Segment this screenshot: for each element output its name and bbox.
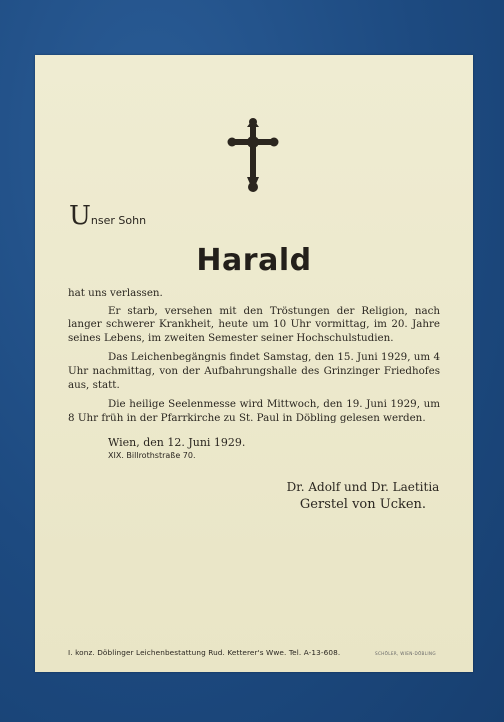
cross-icon [227, 117, 279, 193]
opening-text: nser Sohn [90, 214, 147, 227]
opening-line [69, 203, 146, 229]
place-date: Wien, den 12. Juni 1929. [108, 436, 246, 449]
opening-initial: U [69, 201, 91, 231]
signature-line-2: Gerstel von Ucken. [299, 497, 427, 512]
signature [283, 479, 443, 513]
signature-line-1: Dr. Adolf und Dr. Laetitia [286, 480, 440, 494]
notice-body [68, 287, 440, 431]
undertaker-footer: I. konz. Döblinger Leichenbestattung Rud. Ketterer's Wwe. Tel. A-13-608. [68, 648, 341, 657]
death-notice [35, 55, 473, 672]
paragraph-mass: Die heilige Seelenmesse wird Mittwoch, den 19. Juni 1929, um 8 Uhr früh in der Pfarrkirche zu St. Paul in Döbling gelesen werden. [68, 398, 440, 424]
address: XIX. Billrothstraße 70. [108, 451, 196, 460]
paragraph-funeral: Das Leichenbegängnis findet Samstag, den 15. Juni 1929, um 4 Uhr nachmittag, von der Aufbahrungshalle des Grinzinger Friedhofes aus, statt. [68, 351, 440, 391]
paragraph-death: Er starb, versehen mit den Tröstungen der Religion, nach langer schwerer Krankheit, heute um 10 Uhr vormittag, im 20. Jahre seines Lebens, im zweiten Semester seiner Hochschulstudien. [68, 304, 440, 344]
deceased-name: Harald [196, 243, 312, 278]
printer-mark: SCHÖLER, WIEN-DÖBLING [375, 651, 436, 656]
paragraph-intro: hat uns verlassen. [68, 287, 163, 299]
